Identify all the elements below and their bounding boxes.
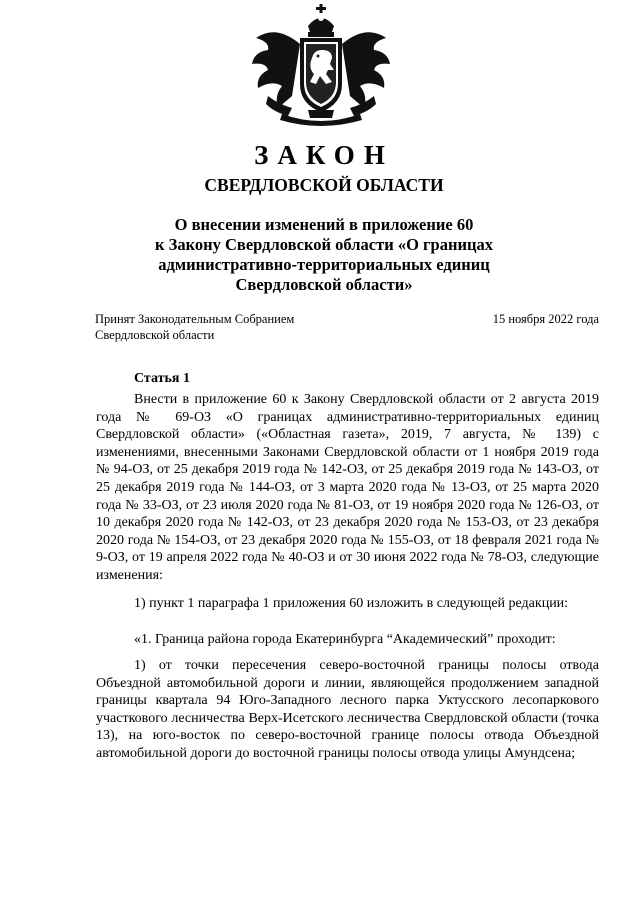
paragraph-text: Внести в приложение 60 к Закону Свердловской области от 2 августа 2019 года № 69-ОЗ «О границах административно-территориальных единиц Свердловской области» («Областная газета», 2019, 7 августа, № 139) с изменениями, внесенными Законами Свердловской области от 1 ноября 2019 года № 94-ОЗ, от 25 декабря 2019 года № 142-ОЗ, от 25 декабря 2019 года № 143-ОЗ, от 25 декабря 2019 года № 144-ОЗ, от 3 марта 2020 года № 13-ОЗ, от 25 марта 2020 года № 33-ОЗ, от 23 июля 2020 года № 81-ОЗ, от 19 ноября 2020 года № 126-ОЗ, от 10 декабря 2020 года № 142-ОЗ, от 23 декабря 2020 года № 153-ОЗ, от 23 декабря 2020 года № 154-ОЗ, от 23 декабря 2020 года № 155-ОЗ, от 18 февраля 2021 года № 9-ОЗ, от 19 апреля 2022 года № 40-ОЗ и от 30 июня 2022 года № 78-ОЗ, следующие изменения: [96, 392, 599, 583]
law-title-line: административно-территориальных единиц [158, 255, 490, 274]
article-paragraph [96, 657, 599, 763]
law-title-line: О внесении изменений в приложение 60 [174, 215, 474, 234]
adoption-body-line: Принят Законодательным Собранием [95, 312, 295, 326]
law-title [0, 215, 640, 295]
region-heading: СВЕРДЛОВСКОЙ ОБЛАСТИ [204, 175, 444, 195]
document-type-heading: ЗАКОН [254, 140, 394, 170]
article-paragraph [96, 631, 599, 649]
paragraph-text: 1) пункт 1 параграфа 1 приложения 60 изложить в следующей редакции: [134, 596, 569, 611]
adoption-body [95, 311, 294, 343]
article-paragraph [96, 595, 599, 613]
adoption-body-line: Свердловской области [95, 328, 215, 342]
law-title-line: к Закону Свердловской области «О границах [155, 235, 493, 254]
sverdlovsk-coat-of-arms-icon [248, 4, 394, 128]
adoption-date: 15 ноября 2022 года [492, 312, 599, 326]
coat-of-arms-emblem [248, 4, 394, 128]
article-heading: Статья 1 [134, 371, 190, 386]
paragraph-text: «1. Граница района города Екатеринбурга “Академический” проходит: [134, 632, 556, 647]
paragraph-text: 1) от точки пересечения северо-восточной границы полосы отвода Объездной автомобильной дороги и линии, являющейся продолжением западной границы квартала 94 Юго-Западного лесного парка Уктусского лесопаркового участкового лесничества Верх-Исетского лесничества Свердловской области (точка 13), на юго-восток по северо-восточной границе полосы отвода Объездной автомобильной дороги до восточной границы полосы отвода улицы Амундсена; [96, 658, 599, 761]
article-paragraph [96, 391, 599, 585]
law-title-line: Свердловской области» [235, 275, 413, 294]
